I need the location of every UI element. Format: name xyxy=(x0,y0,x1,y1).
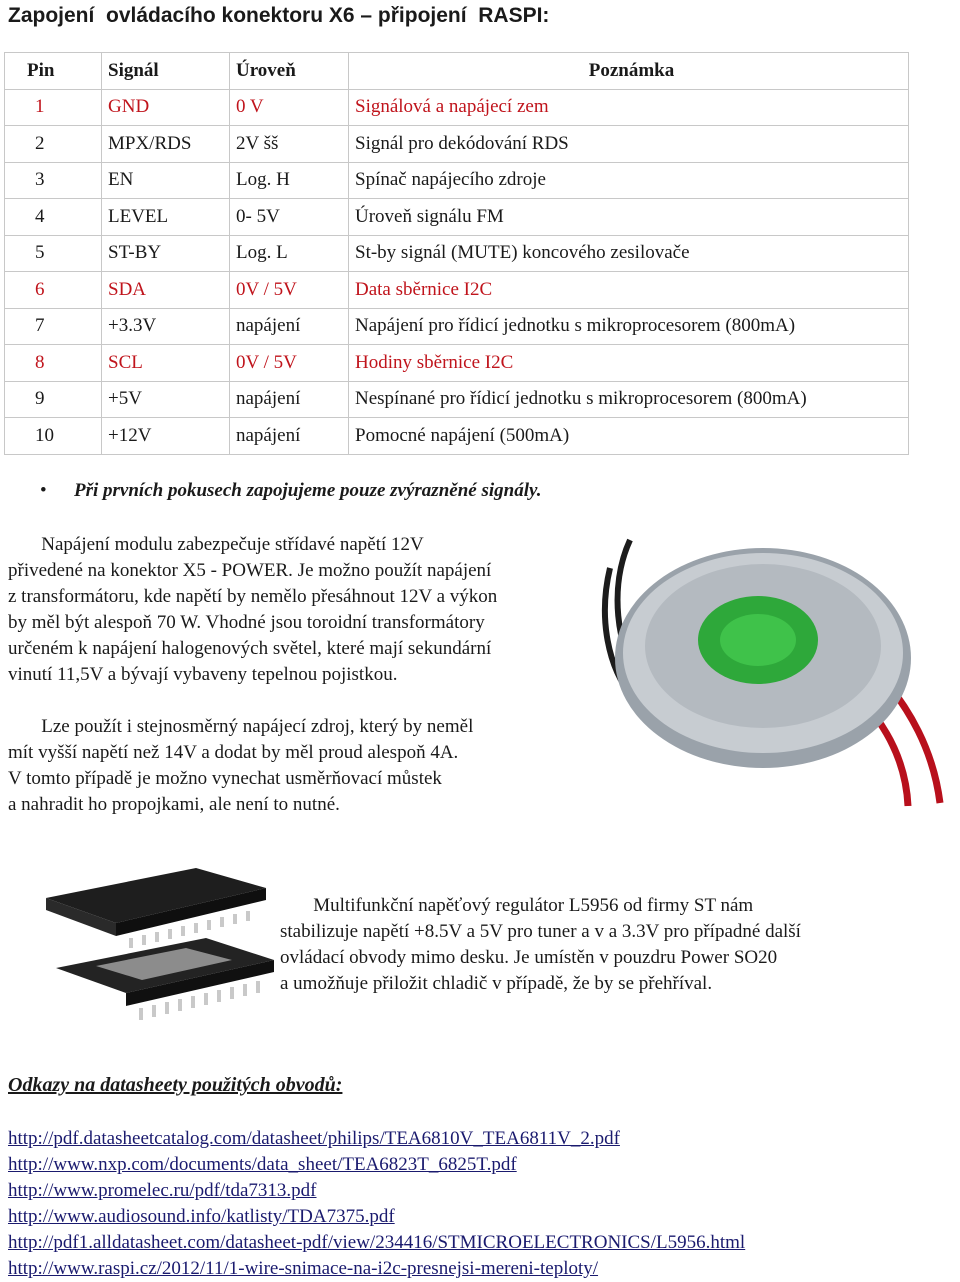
level-cell: 0 V xyxy=(230,89,349,126)
signal-cell: LEVEL xyxy=(102,199,230,236)
link-tea6823[interactable]: http://www.nxp.com/documents/data_sheet/TEA6823T_6825T.pdf xyxy=(8,1154,517,1175)
datasheet-links xyxy=(8,1126,745,1282)
pin-table-body xyxy=(5,89,909,454)
note-cell: Data sběrnice I2C xyxy=(349,272,909,309)
note-cell: Signálová a napájecí zem xyxy=(349,89,909,126)
link-raspi[interactable]: http://www.raspi.cz/2012/11/1-wire-snimace-na-i2c-presnejsi-mereni-teploty/ xyxy=(8,1258,599,1279)
signal-cell: MPX/RDS xyxy=(102,126,230,163)
signal-cell: EN xyxy=(102,162,230,199)
pin-cell: 8 xyxy=(5,345,102,382)
level-cell: napájení xyxy=(230,308,349,345)
regulator-paragraph: Multifunkční napěťový regulátor L5956 od firmy ST nám stabilizuje napětí +8.5V a 5V pro tuner a v a 3.3V pro případné další ovládací obvody mimo desku. Je umístěn v pouzdru Power SO20 a umožňuje přiložit chladič v případě, že by se přehříval. xyxy=(280,895,801,994)
chip-top xyxy=(46,868,266,948)
signal-cell: ST-BY xyxy=(102,235,230,272)
links-heading: Odkazy na datasheety použitých obvodů: xyxy=(8,1074,343,1096)
table-row xyxy=(5,199,909,236)
signal-cell: +12V xyxy=(102,418,230,455)
note-cell: Napájení pro řídicí jednotku s mikroprocesorem (800mA) xyxy=(349,308,909,345)
pin-cell: 5 xyxy=(5,235,102,272)
pin-cell: 6 xyxy=(5,272,102,309)
link-tea6810[interactable]: http://pdf.datasheetcatalog.com/datasheet/philips/TEA6810V_TEA6811V_2.pdf xyxy=(8,1128,620,1149)
link-tda7375[interactable]: http://www.audiosound.info/katlisty/TDA7375.pdf xyxy=(8,1206,395,1227)
level-cell: Log. L xyxy=(230,235,349,272)
table-row xyxy=(5,308,909,345)
signal-cell: SDA xyxy=(102,272,230,309)
level-cell: 0V / 5V xyxy=(230,345,349,382)
table-row xyxy=(5,89,909,126)
page-heading: Zapojení ovládacího konektoru X6 – připojení RASPI: xyxy=(8,4,550,27)
power-so20-chip-photo xyxy=(36,868,276,1028)
table-row xyxy=(5,345,909,382)
note-cell: Signál pro dekódování RDS xyxy=(349,126,909,163)
table-row xyxy=(5,381,909,418)
note-cell: Pomocné napájení (500mA) xyxy=(349,418,909,455)
table-row xyxy=(5,162,909,199)
level-cell: napájení xyxy=(230,418,349,455)
signal-cell: +5V xyxy=(102,381,230,418)
level-cell: Log. H xyxy=(230,162,349,199)
note-cell: Spínač napájecího zdroje xyxy=(349,162,909,199)
bullet-text: Při prvních pokusech zapojujeme pouze zvýrazněné signály. xyxy=(74,480,542,501)
dc-supply-paragraph: Lze použít i stejnosměrný napájecí zdroj, který by neměl mít vyšší napětí než 14V a dodat by měl proud alespoň 4A. V tomto případě je možno vynechat usměrňovací můstek a nahradit ho propojkami, ale není to nutné. xyxy=(8,716,474,815)
table-row xyxy=(5,126,909,163)
pin-cell: 1 xyxy=(5,89,102,126)
signal-cell: GND xyxy=(102,89,230,126)
level-cell: 0V / 5V xyxy=(230,272,349,309)
pin-cell: 4 xyxy=(5,199,102,236)
table-row xyxy=(5,235,909,272)
chip-bottom xyxy=(56,938,274,1020)
pin-table xyxy=(4,52,909,455)
toroidal-transformer-photo xyxy=(588,528,958,818)
signal-cell: SCL xyxy=(102,345,230,382)
signal-cell: +3.3V xyxy=(102,308,230,345)
pin-cell: 10 xyxy=(5,418,102,455)
table-header-row xyxy=(5,53,909,90)
header-note: Poznámka xyxy=(349,53,909,90)
note-cell: St-by signál (MUTE) koncového zesilovače xyxy=(349,235,909,272)
pin-cell: 2 xyxy=(5,126,102,163)
table-row xyxy=(5,418,909,455)
level-cell: 2V šš xyxy=(230,126,349,163)
pin-cell: 7 xyxy=(5,308,102,345)
note-cell: Úroveň signálu FM xyxy=(349,199,909,236)
level-cell: napájení xyxy=(230,381,349,418)
toroid-core-center xyxy=(720,614,796,666)
header-level: Úroveň xyxy=(230,53,349,90)
link-tda7313[interactable]: http://www.promelec.ru/pdf/tda7313.pdf xyxy=(8,1180,317,1201)
note-cell: Hodiny sběrnice I2C xyxy=(349,345,909,382)
link-l5956[interactable]: http://pdf1.alldatasheet.com/datasheet-pdf/view/234416/STMICROELECTRONICS/L5956.html xyxy=(8,1232,746,1253)
note-cell: Nespínané pro řídicí jednotku s mikroprocesorem (800mA) xyxy=(349,381,909,418)
header-signal: Signál xyxy=(102,53,230,90)
table-row xyxy=(5,272,909,309)
pin-cell: 3 xyxy=(5,162,102,199)
header-pin: Pin xyxy=(5,53,102,90)
bullet-marker: • xyxy=(40,480,47,501)
power-paragraph: Napájení modulu zabezpečuje střídavé napětí 12V přivedené na konektor X5 - POWER. Je možno použít napájení z transformátoru, kde napětí by nemělo přesáhnout 12V a výkon by měl být alespoň 70 W. Vhodné jsou toroidní transformátory určeném k napájení halogenových světel, které mají sekundární vinutí 11,5V a bývají vybaveny tepelnou pojistkou. xyxy=(8,534,498,685)
pin-cell: 9 xyxy=(5,381,102,418)
level-cell: 0- 5V xyxy=(230,199,349,236)
